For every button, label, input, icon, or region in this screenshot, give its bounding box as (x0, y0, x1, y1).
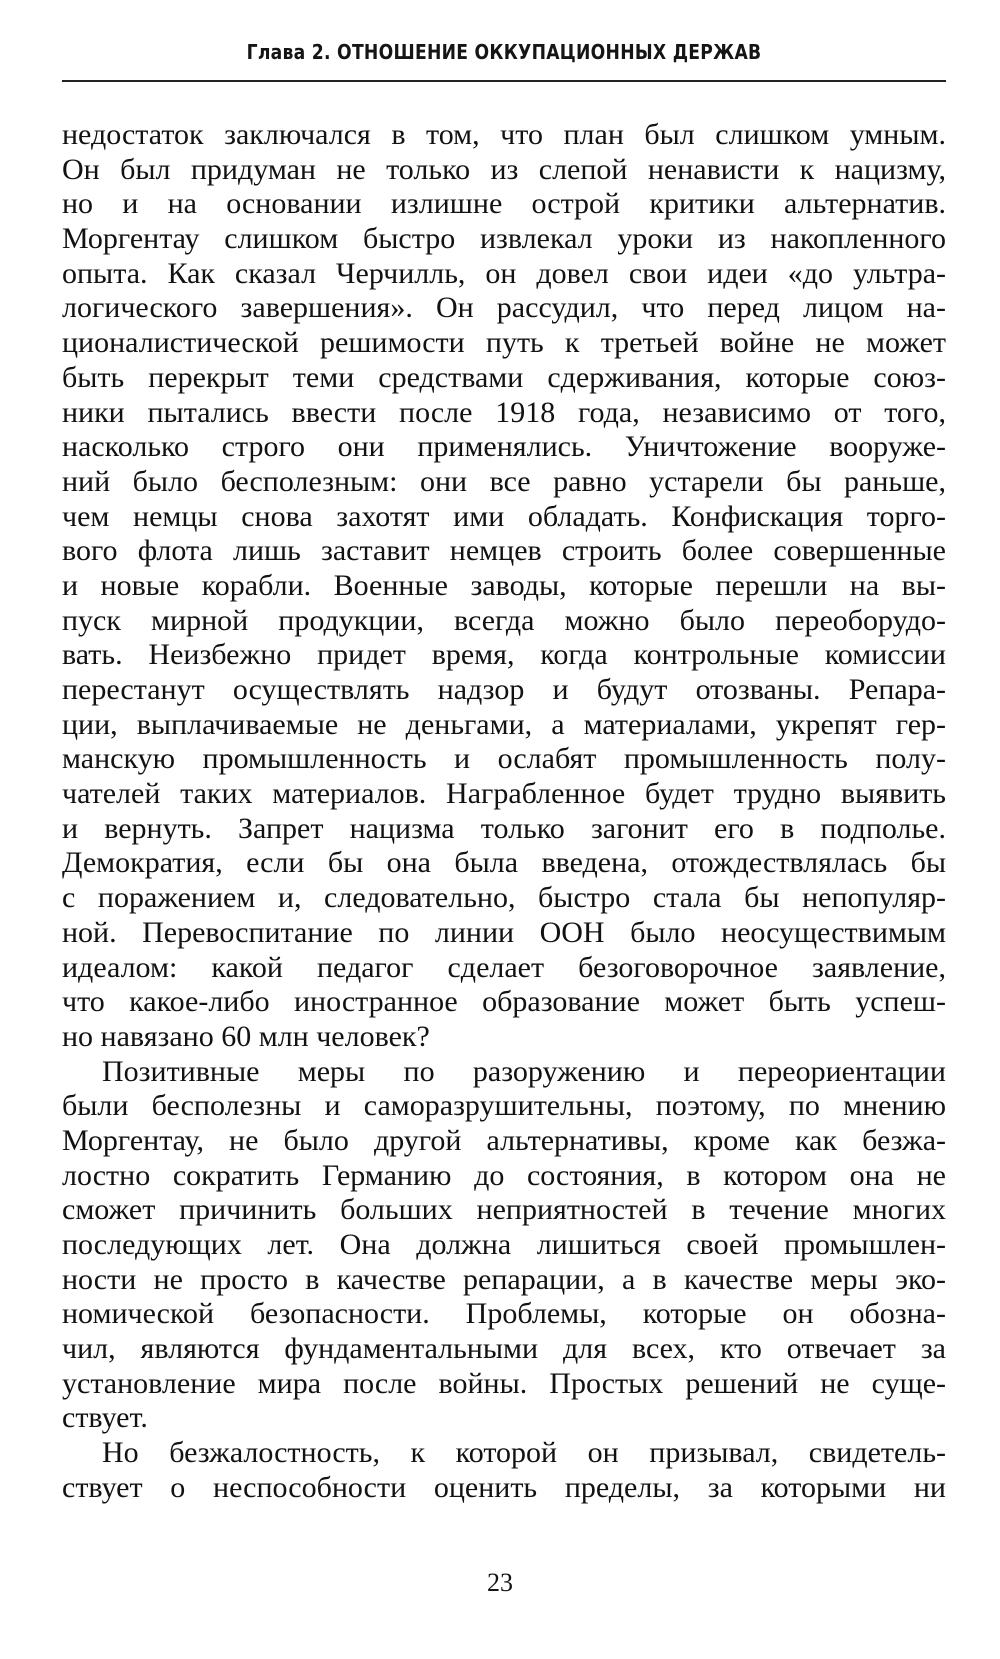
text-line: опыта. Как сказал Черчилль, он довел свои идеи «до ультра- (62, 256, 946, 290)
text-line: насколько строго они применялись. Уничтожение вооруже- (62, 430, 946, 464)
text-line: установление мира после войны. Простых решений не суще- (62, 1366, 946, 1400)
text-line: идеалом: какой педагог сделает безоговорочное заявление, (62, 950, 946, 984)
text-line: Моргентау, не было другой альтернативы, кроме как безжа- (62, 1123, 946, 1157)
page-number: 23 (487, 1568, 513, 1597)
text-line: чателей таких материалов. Награбленное будет трудно выявить (62, 777, 946, 811)
text-line: но и на основании излишне острой критики альтернатив. (62, 187, 946, 221)
text-line: Он был придуман не только из слепой ненависти к нацизму, (62, 152, 946, 186)
text-line: чем немцы снова захотят ими обладать. Конфискация торго- (62, 499, 946, 533)
text-line: манскую промышленность и ослабят промышленность полу- (62, 742, 946, 776)
text-line: были бесполезны и саморазрушительны, поэтому, по мнению (62, 1089, 946, 1123)
text-line: чил, являются фундаментальными для всех, кто отвечает за (62, 1332, 946, 1366)
text-line: логического завершения». Он рассудил, что перед лицом на- (62, 291, 946, 325)
text-line: но навязано 60 млн человек? (62, 1019, 430, 1053)
text-line: лостно сократить Германию до состояния, в котором она не (62, 1158, 946, 1192)
paragraph-3 (62, 1436, 946, 1505)
text-line: ционалистической решимости путь к третьей войне не может (62, 326, 946, 360)
text-line: ники пытались ввести после 1918 года, независимо от того, (62, 395, 946, 429)
header-rule (62, 80, 946, 82)
text-line: ной. Перевоспитание по линии ООН было неосуществимым (62, 915, 946, 949)
text-line: недостаток заключался в том, что план был слишком умным. (62, 118, 946, 151)
text-line: Позитивные меры по разоружению и переориентации (102, 1054, 946, 1088)
paragraph-2 (62, 1055, 946, 1437)
running-head: Глава 2. ОТНОШЕНИЕ ОККУПАЦИОННЫХ ДЕРЖАВ (246, 40, 762, 64)
text-line: сможет причинить больших неприятностей в течение многих (62, 1193, 946, 1227)
text-line: ции, выплачиваемые не деньгами, а материалами, укрепят гер- (62, 707, 946, 741)
text-line: что какое-либо иностранное образование может быть успеш- (62, 985, 946, 1019)
text-line: Но безжалостность, к которой он призывал, свидетель- (102, 1436, 946, 1470)
body-text (62, 118, 946, 1506)
text-line: перестанут осуществлять надзор и будут отозваны. Репара- (62, 673, 946, 706)
text-line: вого флота лишь заставит немцев строить более совершенные (62, 534, 946, 568)
text-line: Демократия, если бы она была введена, отождествлялась бы (62, 846, 946, 880)
text-line: быть перекрыт теми средствами сдерживания, которые союз- (62, 360, 946, 394)
text-line: ности не просто в качестве репарации, а в качестве меры эко- (62, 1262, 946, 1296)
text-line: ний было бесполезным: они все равно устарели бы раньше, (62, 464, 946, 498)
text-line: пуск мирной продукции, всегда можно было переоборудо- (62, 603, 946, 637)
text-line: ствует. (62, 1401, 148, 1435)
text-line: с поражением и, следовательно, быстро стала бы непопуляр- (62, 881, 946, 915)
text-line: вать. Неизбежно придет время, когда контрольные комиссии (62, 638, 946, 672)
text-line: и новые корабли. Военные заводы, которые перешли на вы- (62, 568, 946, 602)
text-line: номической безопасности. Проблемы, которые он обозна- (62, 1297, 946, 1331)
text-line: ствует о неспособности оценить пределы, за которыми ни (62, 1470, 946, 1504)
text-line: Моргентау слишком быстро извлекал уроки из накопленного (62, 222, 946, 256)
text-line: и вернуть. Запрет нацизма только загонит его в подполье. (62, 811, 946, 845)
paragraph-1 (62, 118, 946, 1055)
text-line: последующих лет. Она должна лишиться своей промышлен- (62, 1228, 946, 1261)
